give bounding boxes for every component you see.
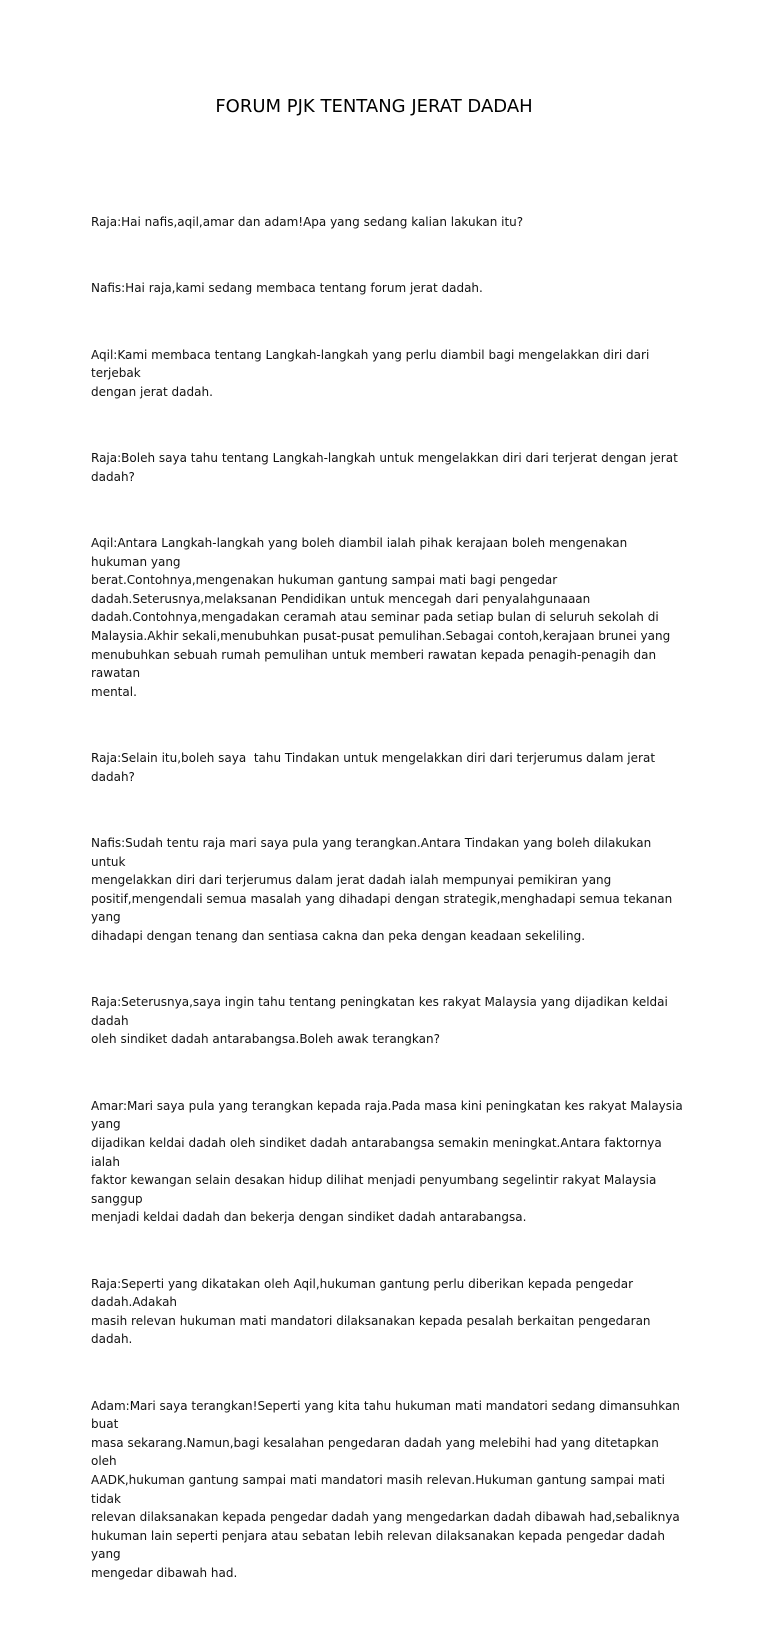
paragraph-aqil-1: Aqil:Kami membaca tentang Langkah-langkah yang perlu diambil bagi mengelakkan diri dari terjebak dengan jerat dadah. bbox=[91, 347, 650, 399]
document-body bbox=[91, 176, 683, 1630]
paragraph-aqil-2: Aqil:Antara Langkah-langkah yang boleh diambil ialah pihak kerajaan boleh mengenakan hukuman yang berat.Contohnya,mengenakan hukuman gantung sampai mati bagi pengedar dadah.Seterusnya,melaksanan Pendidikan untuk mencegah dari penyalahgunaaan dadah.Contohnya,mengadakan ceramah atau seminar pada setiap bulan di seluruh sekolah di Malaysia.Akhir sekali,menubuhkan pusat-pusat pemulihan.Sebagai contoh,kerajaan brunei yang menubuhkan sebuah rumah pemulihan untuk memberi rawatan kepada penagih-penagih dan rawatan mental. bbox=[91, 536, 671, 699]
paragraph-adam-1: Adam:Mari saya terangkan!Seperti yang kita tahu hukuman mati mandatori sedang dimansuhkan buat masa sekarang.Namun,bagi kesalahan pengedaran dadah yang melebihi had yang ditetapkan oleh AADK,hukuman gantung sampai mati mandatori masih relevan.Hukuman gantung sampai mati tidak relevan dilaksanakan kepada pengedar dadah yang mengedarkan dadah dibawah had,sebaliknya hukuman lain seperti penjara atau sebatan lebih relevan dilaksanakan kepada pengedar dadah yang mengedar dibawah had. bbox=[91, 1398, 680, 1580]
paragraph-raja-1: Raja:Hai nafis,aqil,amar dan adam!Apa yang sedang kalian lakukan itu? bbox=[91, 215, 524, 230]
paragraph-raja-2: Raja:Boleh saya tahu tentang Langkah-langkah untuk mengelakkan diri dari terjerat dengan jerat dadah? bbox=[91, 451, 682, 484]
paragraph-amar-1: Amar:Mari saya pula yang terangkan kepada raja.Pada masa kini peningkatan kes rakyat Malaysia yang dijadikan keldai dadah oleh sindiket dadah antarabangsa semakin meningkat.Antara faktornya ialah faktor kewangan selain desakan hidup dilihat menjadi penyumbang segelintir rakyat Malaysia sanggup menjadi keldai dadah dan bekerja dengan sindiket dadah antarabangsa. bbox=[91, 1098, 683, 1225]
paragraph-raja-4: Raja:Seterusnya,saya ingin tahu tentang peningkatan kes rakyat Malaysia yang dijadikan keldai dadah oleh sindiket dadah antarabangsa.Boleh awak terangkan? bbox=[91, 995, 668, 1047]
paragraph-raja-5: Raja:Seperti yang dikatakan oleh Aqil,hukuman gantung perlu diberikan kepada pengedar dadah.Adakah masih relevan hukuman mati mandatori dilaksanakan kepada pesalah berkaitan pengedaran dadah. bbox=[91, 1276, 651, 1347]
paragraph-nafis-1: Nafis:Hai raja,kami sedang membaca tentang forum jerat dadah. bbox=[91, 281, 483, 296]
paragraph-raja-3: Raja:Selain itu,boleh saya tahu Tindakan untuk mengelakkan diri dari terjerumus dalam jerat dadah? bbox=[91, 751, 659, 784]
page-title: FORUM PJK TENTANG JERAT DADAH bbox=[215, 96, 533, 117]
paragraph-nafis-2: Nafis:Sudah tentu raja mari saya pula yang terangkan.Antara Tindakan yang boleh dilakukan untuk mengelakkan diri dari terjerumus dalam jerat dadah ialah mempunyai pemikiran yang positif,mengendali semua masalah yang dihadapi dengan strategik,menghadapi semua tekanan yang dihadapi dengan tenang dan sentiasa cakna dan peka dengan keadaan sekeliling. bbox=[91, 836, 673, 943]
